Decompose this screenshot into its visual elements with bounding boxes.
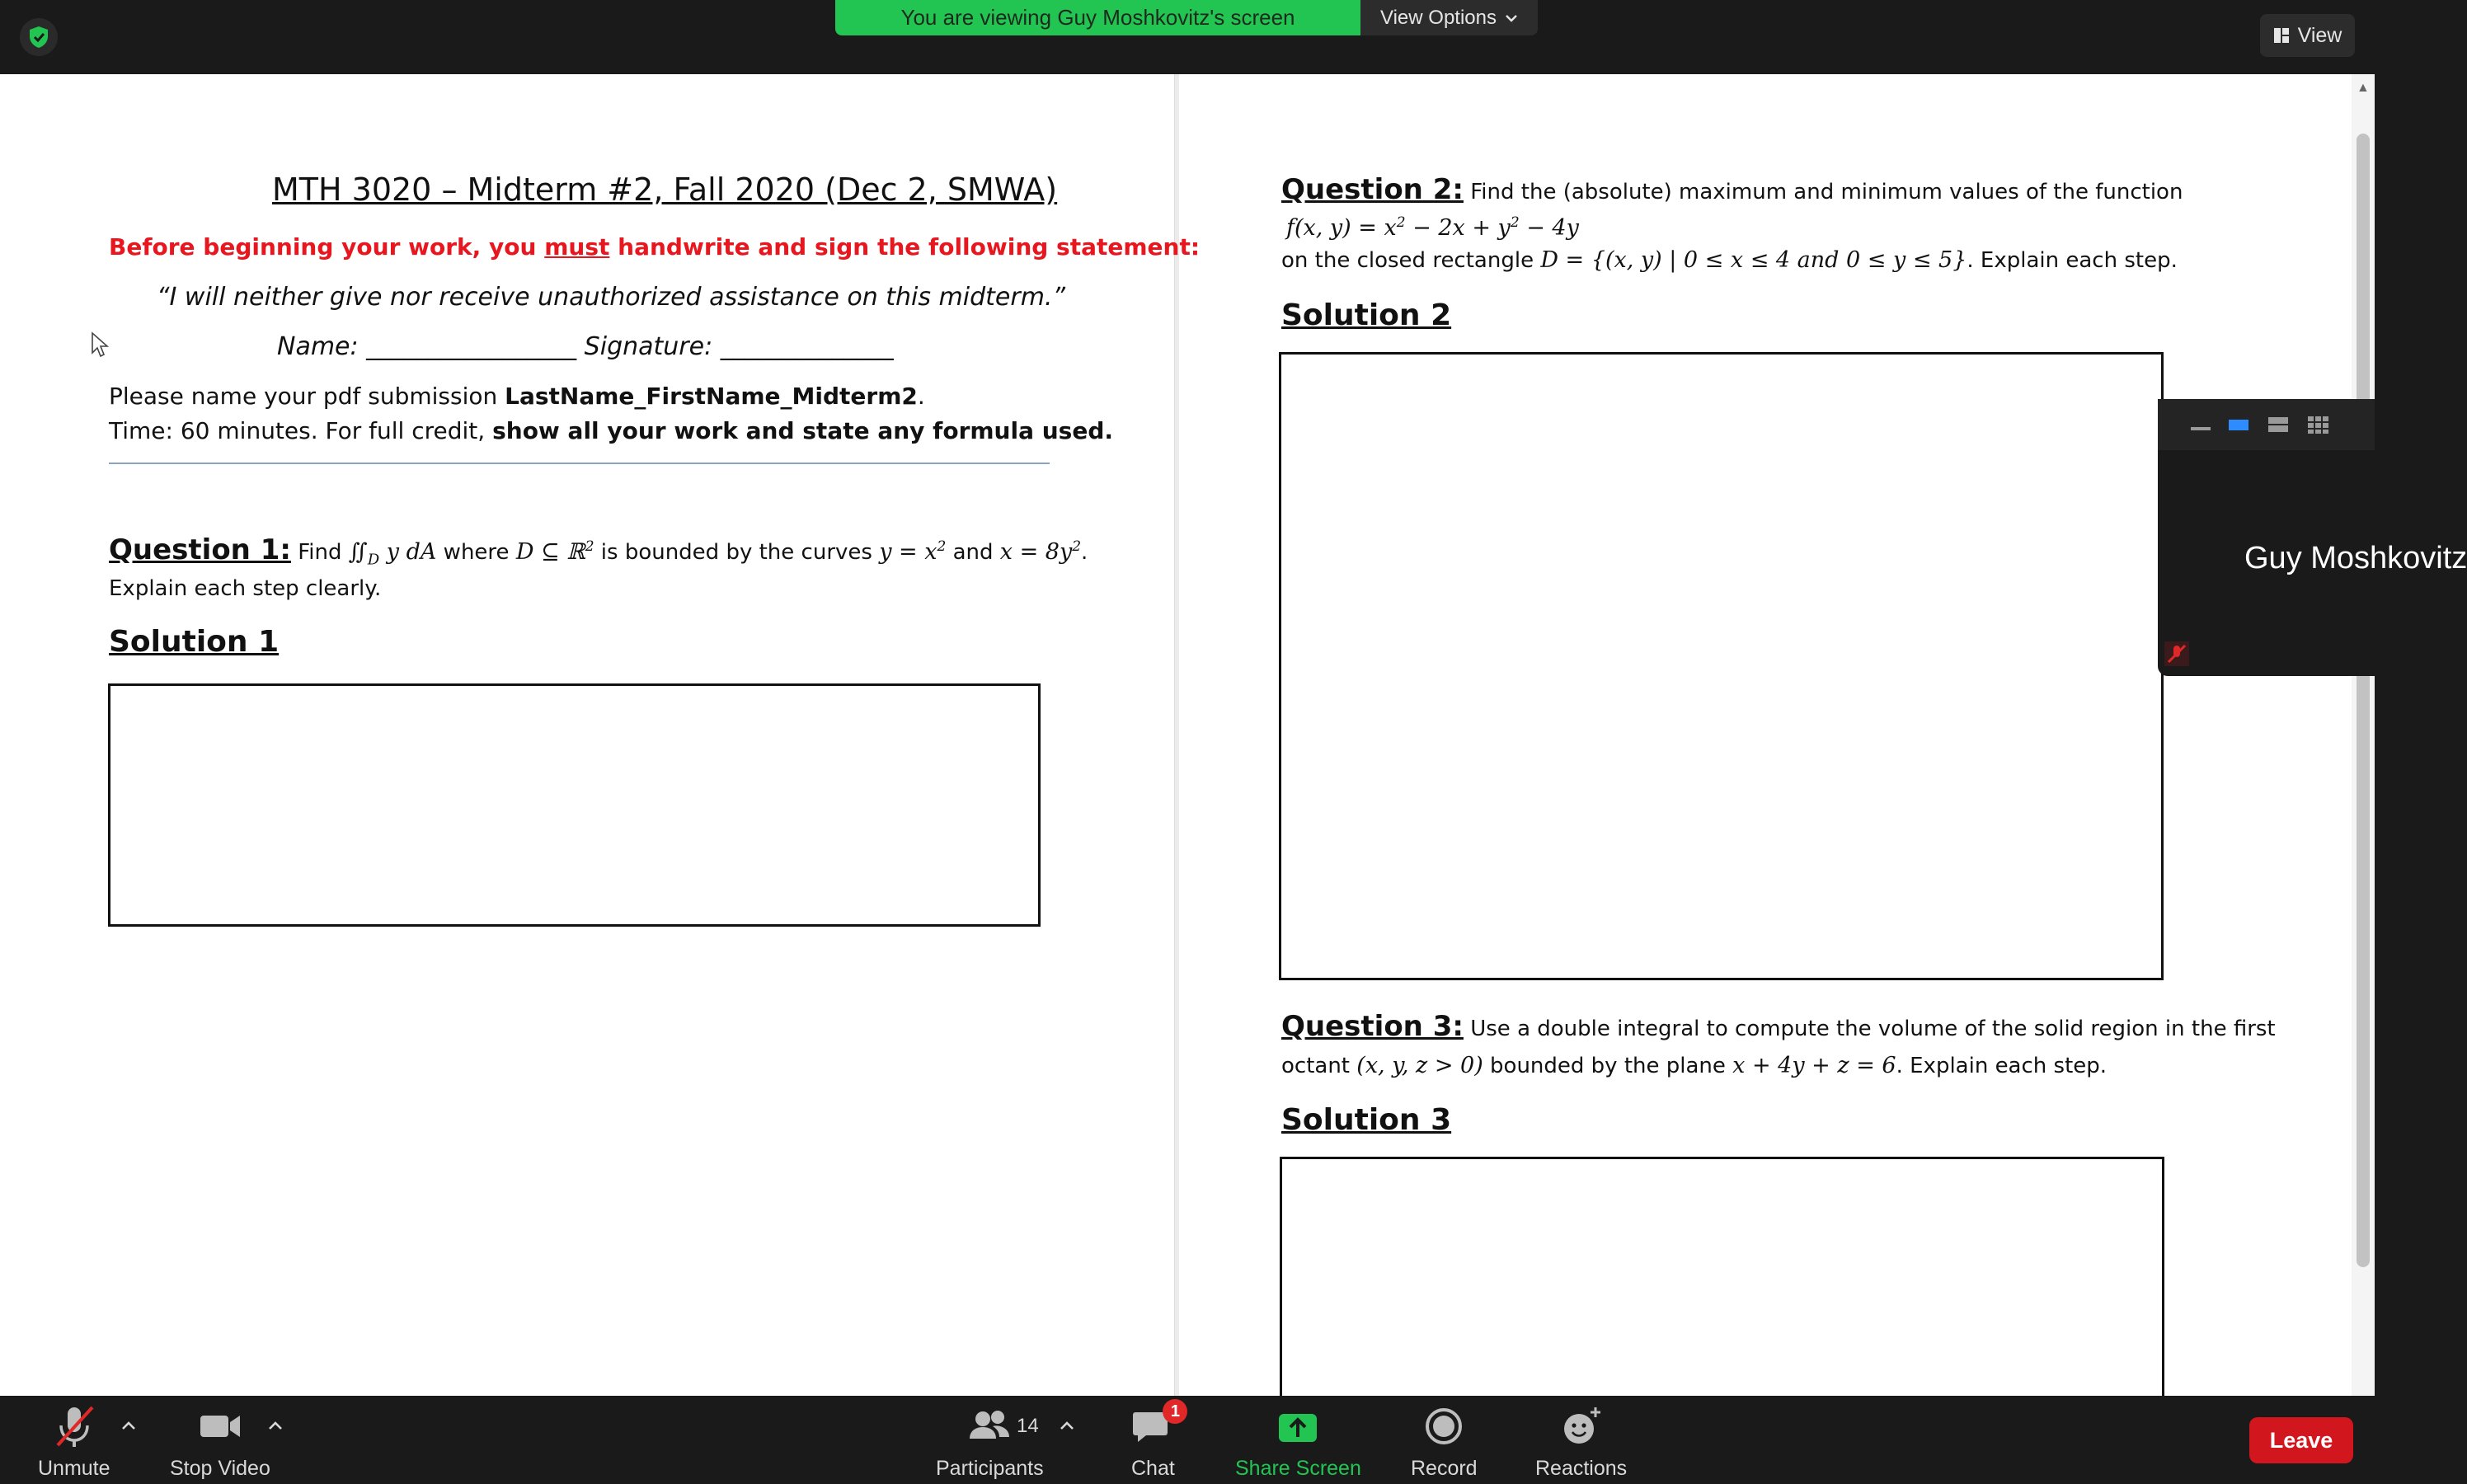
question-1-heading: Question 1: xyxy=(109,533,291,566)
video-camera-icon xyxy=(197,1404,243,1449)
solution-1-heading: Solution 1 xyxy=(109,625,280,659)
statement-instruction: Before beginning your work, you must handwrite and sign the following statement: xyxy=(109,233,1201,261)
question-2-function: f(x, $y) = x^2 - 2x + y^2 - 4y$ xyxy=(1286,214,1579,241)
stop-video-button[interactable] xyxy=(170,1404,270,1481)
participants-count: 14 xyxy=(1017,1415,1039,1437)
question-3-line2: octant (x, y, z > 0) bounded by the plane x + 4y + z = 6. Explain each step. xyxy=(1281,1053,2108,1078)
leave-button[interactable] xyxy=(2249,1417,2353,1463)
share-screen-button[interactable] xyxy=(1235,1404,1361,1481)
pdf-naming-instruction: Please name your pdf submission LastName_FirstName_Midterm2. xyxy=(109,383,925,410)
view-label: View xyxy=(2297,23,2342,47)
share-screen-label: Share Screen xyxy=(1235,1457,1361,1480)
speaker-view-icon[interactable] xyxy=(2227,416,2250,434)
record-button[interactable] xyxy=(1411,1404,1478,1481)
question-1-line2: Explain each step clearly. xyxy=(109,576,382,601)
view-button[interactable] xyxy=(2260,14,2355,57)
video-panel-toolbar xyxy=(2158,399,2375,450)
participant-name: Guy Moshkovitz xyxy=(2244,541,2467,575)
top-bar xyxy=(0,0,2375,74)
reactions-label: Reactions xyxy=(1535,1457,1628,1480)
chat-button[interactable] xyxy=(1131,1402,1180,1481)
minimize-icon[interactable] xyxy=(2189,416,2212,434)
viewing-screen-text: You are viewing Guy Moshkovitz's screen xyxy=(900,5,1295,30)
participants-label: Participants xyxy=(936,1457,1044,1480)
participants-icon xyxy=(965,1404,1014,1449)
solution-1-box xyxy=(108,683,1041,927)
question-3: Question 3: Use a double integral to compute the volume of the solid region in the first xyxy=(1281,1010,2276,1043)
meeting-toolbar xyxy=(0,1396,2375,1484)
scrollbar-thumb[interactable] xyxy=(2357,134,2370,1267)
smiley-plus-icon xyxy=(1559,1404,1604,1449)
scroll-up-arrow-icon[interactable]: ▲ xyxy=(2357,81,2370,95)
viewing-screen-banner xyxy=(835,0,1360,35)
share-screen-arrow-icon xyxy=(1277,1404,1318,1449)
unmute-label: Unmute xyxy=(38,1457,110,1480)
reactions-button[interactable] xyxy=(1535,1404,1627,1481)
horizontal-rule xyxy=(109,463,1050,464)
unmute-button[interactable] xyxy=(38,1404,110,1481)
credit-instruction: show all your work and state any formula used. xyxy=(492,417,1114,444)
shared-screen xyxy=(0,74,2375,1396)
time-instruction: Time: 60 minutes. For full credit, show all your work and state any formula used. xyxy=(109,417,1114,444)
video-options-caret-icon[interactable] xyxy=(267,1420,284,1431)
pdf-filename: LastName_FirstName_Midterm2 xyxy=(505,383,918,410)
security-shield-icon[interactable] xyxy=(20,18,58,56)
mouse-cursor-icon xyxy=(91,331,110,359)
chevron-down-icon xyxy=(1505,14,1518,22)
view-options-label: View Options xyxy=(1380,6,1497,29)
question-2: Question 2: Find the (absolute) maximum and minimum values of the function xyxy=(1281,173,2183,206)
muted-mic-icon xyxy=(2164,641,2189,666)
view-options-button[interactable] xyxy=(1360,0,1538,35)
audio-options-caret-icon[interactable] xyxy=(120,1420,137,1431)
solution-3-heading: Solution 3 xyxy=(1281,1103,1452,1137)
solution-2-box xyxy=(1279,352,2164,980)
strip-view-icon[interactable] xyxy=(2267,416,2290,434)
muted-microphone-icon xyxy=(53,1404,96,1449)
question-2-heading: Question 2: xyxy=(1281,173,1464,206)
participants-options-caret-icon[interactable] xyxy=(1059,1420,1075,1431)
name-signature-line: Name: _________________ Signature: ______________ xyxy=(277,332,894,361)
solution-3-box xyxy=(1280,1157,2164,1421)
exam-title: MTH 3020 – Midterm #2, Fall 2020 (Dec 2, SMWA) xyxy=(272,171,1058,208)
solution-2-heading: Solution 2 xyxy=(1281,298,1452,332)
record-icon xyxy=(1423,1404,1464,1449)
leave-label: Leave xyxy=(2269,1427,2333,1453)
must-word: must xyxy=(544,233,610,261)
grid-view-icon xyxy=(2273,27,2290,44)
honor-quote: “I will neither give nor receive unauthorized assistance on this midterm.” xyxy=(157,283,1066,312)
floating-video-panel[interactable] xyxy=(2158,399,2467,676)
question-2-domain: on the closed rectangle D = {(x, y) | 0 ≤ x ≤ 4 and 0 ≤ y ≤ 5}. Explain each step. xyxy=(1281,247,2178,273)
vertical-scrollbar[interactable] xyxy=(2352,74,2375,1396)
question-3-heading: Question 3: xyxy=(1281,1010,1464,1043)
chat-unread-badge: 1 xyxy=(1163,1399,1187,1424)
chat-label: Chat xyxy=(1131,1457,1175,1480)
gallery-view-icon[interactable] xyxy=(2306,416,2329,434)
page-divider xyxy=(1174,74,1179,1396)
question-1: Question 1: Find $∬_D$ y dA where D ⊆ ℝ$^2$ is bounded by the curves $y = x^2$ and $x = 8y^2$. xyxy=(109,533,1088,569)
record-label: Record xyxy=(1411,1457,1478,1480)
stop-video-label: Stop Video xyxy=(170,1457,270,1480)
